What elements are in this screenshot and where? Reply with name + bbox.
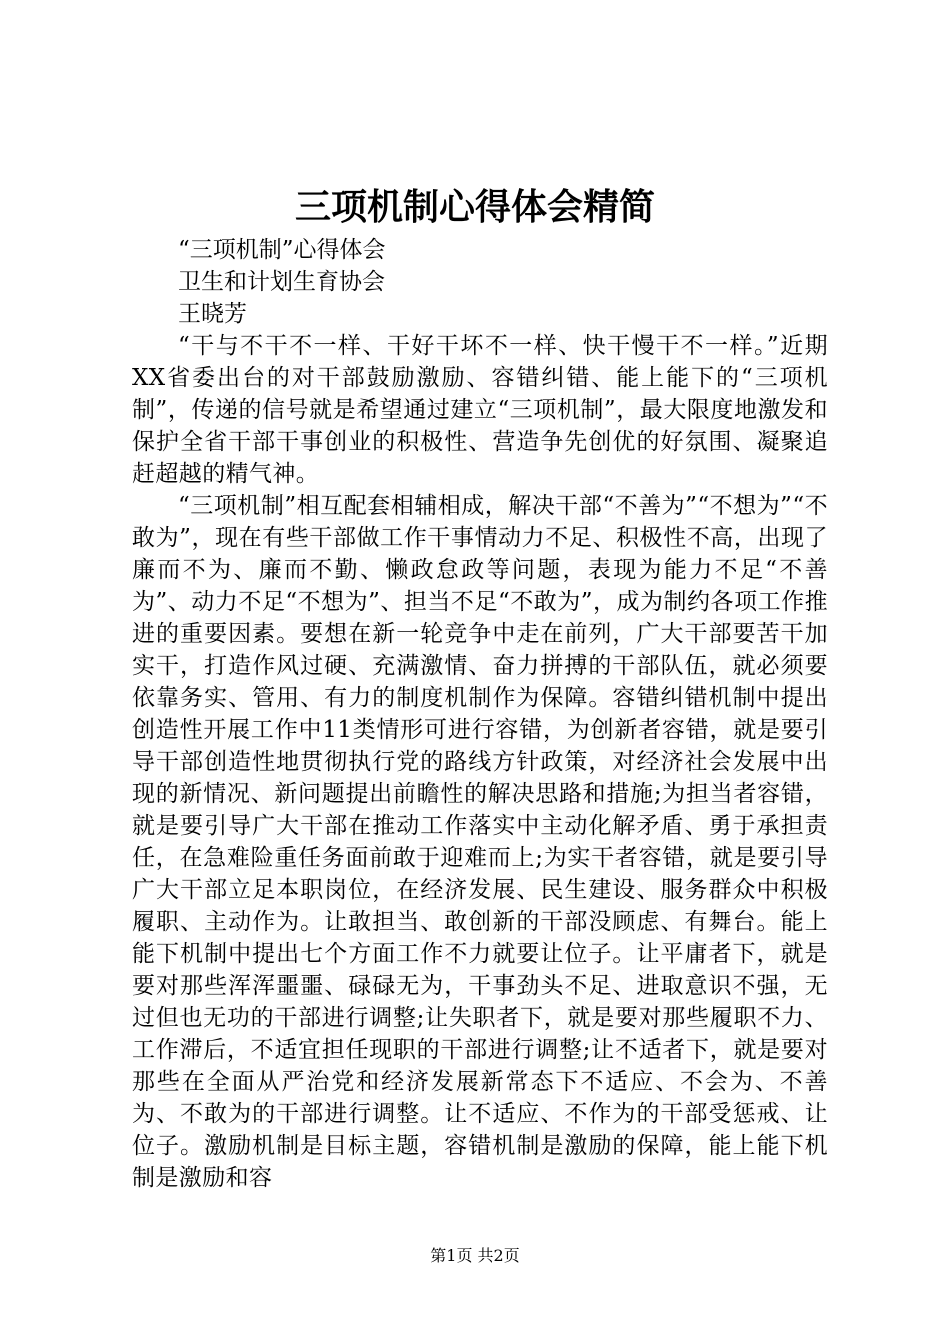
document-author: 王晓芳 — [178, 301, 247, 327]
document-subtitle: “三项机制”心得体会 — [178, 237, 386, 263]
paragraph-2: “三项机制”相互配套相辅相成，解决干部“不善为”“不想为”“不敢为”，现在有些干部做工作干事情动力不足、积极性不高，出现了廉而不为、廉而不勤、懒政怠政等问题，表现为能力不足“不善为”、动力不足“不想为”、担当不足“不敢为”，成为制约各项工作推进的重要因素。要想在新一轮竞争中走在前列，广大干部要苦干加实干，打造作风过硬、充满激情、奋力拼搏的干部队伍，就必须要依靠务实、管用、有力的制度机制作为保障。容错纠错机制中提出创造性开展工作中11类情形可进行容错，为创新者容错，就是要引导干部创造性地贯彻执行党的路线方针政策，对经济社会发展中出现的新情况、新问题提出前瞻性的解决思路和措施;为担当者容错，就是要引导广大干部在推动工作落实中主动化解矛盾、勇于承担责任，在急难险重任务面前敢于迎难而上;为实干者容错，就是要引导广大干部立足本职岗位，在经济发展、民生建设、服务群众中积极履职、主动作为。让敢担当、敢创新的干部没顾虑、有舞台。能上能下机制中提出七个方面工作不力就要让位子。让平庸者下，就是要对那些浑浑噩噩、碌碌无为，干事劲头不足、进取意识不强，无过但也无功的干部进行调整;让失职者下，就是要对那些履职不力、工作滞后，不适宜担任现职的干部进行调整;让不适者下，就是要对那些在全面从严治党和经济发展新常态下不适应、不会为、不善为、不敢为的干部进行调整。让不适应、不作为的干部受惩戒、让位子。激励机制是目标主题，容错机制是激励的保障，能上能下机制是激励和容 — [132, 493, 828, 1191]
paragraph-1: “干与不干不一样、干好干坏不一样、快干慢干不一样。”近期XX省委出台的对干部鼓励激励、容错纠错、能上能下的“三项机制”，传递的信号就是希望通过建立“三项机制”，最大限度地激发和保护全省干部干事创业的积极性、营造争先创优的好氛围、凝聚追赶超越的精气神。 — [132, 333, 828, 487]
document-title: 三项机制心得体会精简 — [294, 187, 655, 228]
document-body — [132, 234, 828, 1194]
page-footer: 第1页 共2页 — [430, 1246, 520, 1265]
document-organization: 卫生和计划生育协会 — [178, 269, 385, 295]
